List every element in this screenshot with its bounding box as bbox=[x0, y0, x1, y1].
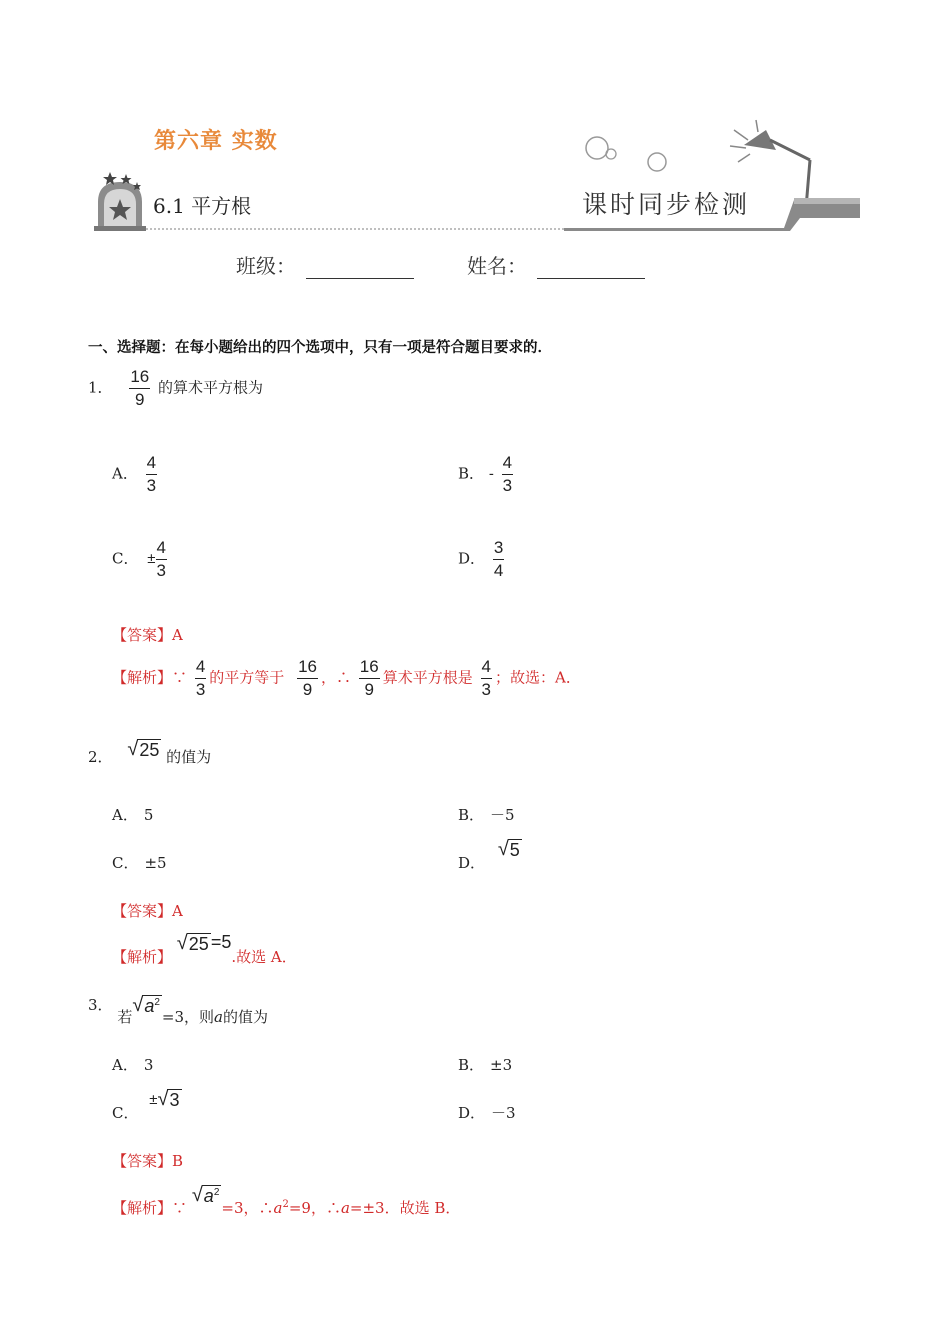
option-d[interactable]: D． $\frac{3}{4}$ bbox=[458, 538, 504, 580]
question-1 bbox=[88, 368, 263, 409]
answer-3: 【答案】B bbox=[112, 1152, 184, 1170]
question-number: 1． bbox=[88, 378, 113, 397]
name-blank[interactable] bbox=[537, 258, 645, 279]
answer-1: 【答案】A bbox=[112, 626, 183, 644]
fraction: $\frac{3}{4}$ bbox=[493, 538, 504, 580]
answer-2: 【答案】A bbox=[112, 902, 183, 920]
option-a[interactable]: A． 5 bbox=[112, 806, 154, 824]
section-title: 6.1 平方根 bbox=[153, 194, 252, 218]
question-2 bbox=[88, 738, 212, 769]
option-c[interactable]: C． ± √ 3 bbox=[112, 1088, 180, 1122]
question-stem: 的算术平方根为 bbox=[158, 378, 264, 397]
class-label: 班级： bbox=[236, 254, 296, 278]
sqrt-expression: √ 5 bbox=[497, 838, 520, 861]
option-c[interactable]: C． ± $\frac{4}{3}$ bbox=[112, 538, 166, 580]
option-c[interactable]: C． ±5 bbox=[112, 854, 167, 872]
star-badge-icon bbox=[94, 172, 146, 231]
analysis-2: 【解析】 √ 25 =5.故选 A． bbox=[112, 932, 297, 966]
name-label: 姓名： bbox=[467, 254, 527, 278]
option-d[interactable]: D． －3 bbox=[458, 1104, 516, 1122]
section-instruction: 一、选择题：在每小题给出的四个选项中，只有一项是符合题目要求的． bbox=[88, 340, 552, 356]
fraction: $\frac{4}{3}$ bbox=[502, 453, 513, 495]
option-b[interactable]: B． －5 bbox=[458, 806, 515, 824]
option-a[interactable]: A． $\frac{4}{3}$ bbox=[112, 453, 157, 495]
option-b[interactable]: B． ±3 bbox=[458, 1056, 513, 1074]
sqrt-expression: √ $a^2$ bbox=[132, 994, 160, 1017]
question-3: 3． 若 √ $a^2$ =3，则a的值为 bbox=[88, 994, 268, 1026]
fraction: $\frac{4}{3}$ bbox=[156, 538, 166, 580]
name-field bbox=[467, 250, 645, 279]
option-d[interactable]: D． √ 5 bbox=[458, 838, 520, 872]
chapter-title: 第六章 实数 bbox=[154, 129, 278, 154]
bubble-icon bbox=[586, 137, 608, 159]
question-stem: 的值为 bbox=[166, 748, 212, 766]
option-a[interactable]: A． 3 bbox=[112, 1056, 154, 1074]
option-b[interactable]: B． - $\frac{4}{3}$ bbox=[458, 453, 513, 495]
question-number: 3． bbox=[88, 996, 113, 1014]
class-field bbox=[236, 250, 414, 279]
sqrt-expression: √ $a^2$ bbox=[191, 1184, 220, 1207]
sqrt-expression: √ 25 bbox=[176, 932, 209, 955]
sqrt-expression: √ 25 bbox=[127, 738, 160, 761]
analysis-3: 【解析】∵ √ $a^2$ =3，$\therefore a^2=9$，∴a=±3．故选 B． bbox=[112, 1184, 461, 1217]
fraction: $\frac{16}{9}$ bbox=[130, 367, 150, 409]
class-blank[interactable] bbox=[306, 258, 414, 279]
analysis-1: 【解析】∵ $\frac{4}{3}$ 的平方等于 $\frac{16}{9}$ ，∴ $\frac{16}{9}$ 算术平方根是 $\frac{4}{3}$ ；故选：A． bbox=[112, 657, 581, 699]
question-number: 2． bbox=[88, 748, 113, 766]
banner-title: 课时同步检测 bbox=[582, 190, 751, 219]
fraction: $\frac{4}{3}$ bbox=[146, 453, 157, 495]
sqrt-expression: √ 3 bbox=[157, 1088, 180, 1111]
